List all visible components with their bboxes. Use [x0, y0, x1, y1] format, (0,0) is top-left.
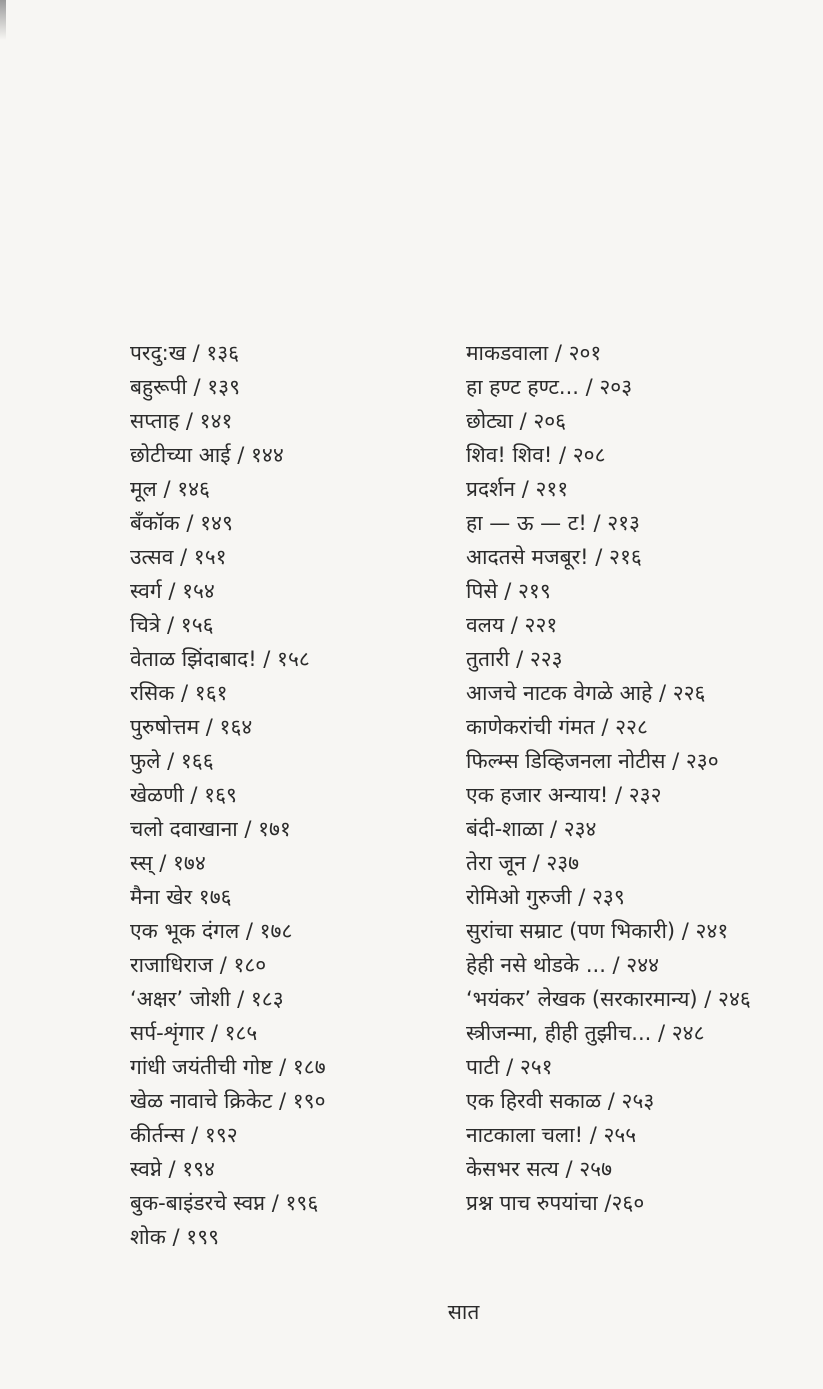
toc-entry: कीर्तन्स / १९२: [130, 1123, 238, 1147]
toc-entry: छोट्या / २०६: [466, 409, 567, 433]
toc-entry: सप्ताह / १४१: [130, 409, 233, 433]
toc-entry: मैना खेर १७६: [130, 885, 232, 909]
toc-entry: केसभर सत्य / २५७: [466, 1157, 613, 1181]
toc-entry: पाटी / २५१: [466, 1055, 553, 1079]
toc-entry: बहुरूपी / १३९: [130, 375, 241, 399]
toc-entry: उत्सव / १५१: [130, 545, 227, 569]
toc-entry: फुले / १६६: [130, 749, 214, 773]
toc-entry: स्त्रीजन्मा, हीही तुझीच... / २४८: [466, 1021, 705, 1045]
toc-entry: चलो दवाखाना / १७१: [130, 817, 291, 841]
toc-entry: छोटीच्या आई / १४४: [130, 443, 284, 467]
toc-entry: स्स् / १७४: [130, 851, 206, 875]
toc-entry: तेरा जून / २३७: [466, 851, 580, 875]
toc-entry: एक हिरवी सकाळ / २५३: [466, 1089, 655, 1113]
toc-left-column: [130, 336, 326, 1254]
toc-entry: स्वर्ग / १५४: [130, 579, 215, 603]
toc-entry: हा — ऊ — ट! / २१३: [466, 511, 640, 535]
toc-entry: सर्प-शृंगार / १८५: [130, 1021, 258, 1045]
toc-entry: गांधी जयंतीची गोष्ट / १८७: [130, 1055, 326, 1079]
toc-entry: स्वप्ने / १९४: [130, 1157, 215, 1181]
toc-entry: चित्रे / १५६: [130, 613, 214, 637]
toc-entry: पिसे / २१९: [466, 579, 551, 603]
toc-entry: शिव! शिव! / २०८: [466, 443, 606, 467]
toc-entry: बंदी-शाळा / २३४: [466, 817, 597, 841]
toc-entry: सुरांचा सम्राट (पण भिकारी) / २४१: [466, 919, 729, 943]
toc-entry: माकडवाला / २०१: [466, 341, 602, 365]
toc-entry: खेळ नावाचे क्रिकेट / १९०: [130, 1089, 326, 1113]
toc-entry: प्रश्न पाच रुपयांचा /२६०: [466, 1191, 645, 1215]
page-number: सात: [447, 1300, 480, 1324]
toc-entry: राजाधिराज / १८०: [130, 953, 267, 977]
toc-entry: शोक / १९९: [130, 1225, 220, 1249]
page-edge-shadow: [0, 0, 6, 40]
toc-entry: रसिक / १६१: [130, 681, 228, 705]
toc-entry: मूल / १४६: [130, 477, 210, 501]
toc-entry: हेही नसे थोडके ... / २४४: [466, 953, 660, 977]
toc-entry: खेळणी / १६९: [130, 783, 237, 807]
toc-entry: परदु:ख / १३६: [130, 341, 240, 365]
toc-entry: काणेकरांची गंमत / २२८: [466, 715, 648, 739]
toc-entry: वेताळ झिंदाबाद! / १५८: [130, 647, 310, 671]
toc-entry: एक भूक दंगल / १७८: [130, 919, 293, 943]
toc-entry: बँकॉक / १४९: [130, 511, 233, 535]
toc-entry: प्रदर्शन / २११: [466, 477, 569, 501]
toc-entry: एक हजार अन्याय! / २३२: [466, 783, 662, 807]
toc-entry: ‘अक्षर’ जोशी / १८३: [130, 987, 284, 1011]
toc-right-column: [466, 336, 751, 1220]
toc-entry: नाटकाला चला! / २५५: [466, 1123, 637, 1147]
toc-entry: हा हण्ट हण्ट... / २०३: [466, 375, 633, 399]
toc-entry: फिल्म्स डिव्हिजनला नोटीस / २३०: [466, 749, 719, 773]
toc-entry: रोमिओ गुरुजी / २३९: [466, 885, 625, 909]
toc-entry: तुतारी / २२३: [466, 647, 563, 671]
toc-entry: ‘भयंकर’ लेखक (सरकारमान्य) / २४६: [466, 987, 751, 1011]
toc-entry: पुरुषोत्तम / १६४: [130, 715, 253, 739]
toc-entry: बुक-बाइंडरचे स्वप्न / १९६: [130, 1191, 319, 1215]
toc-entry: आदतसे मजबूर! / २१६: [466, 545, 642, 569]
toc-entry: आजचे नाटक वेगळे आहे / २२६: [466, 681, 706, 705]
toc-entry: वलय / २२१: [466, 613, 558, 637]
